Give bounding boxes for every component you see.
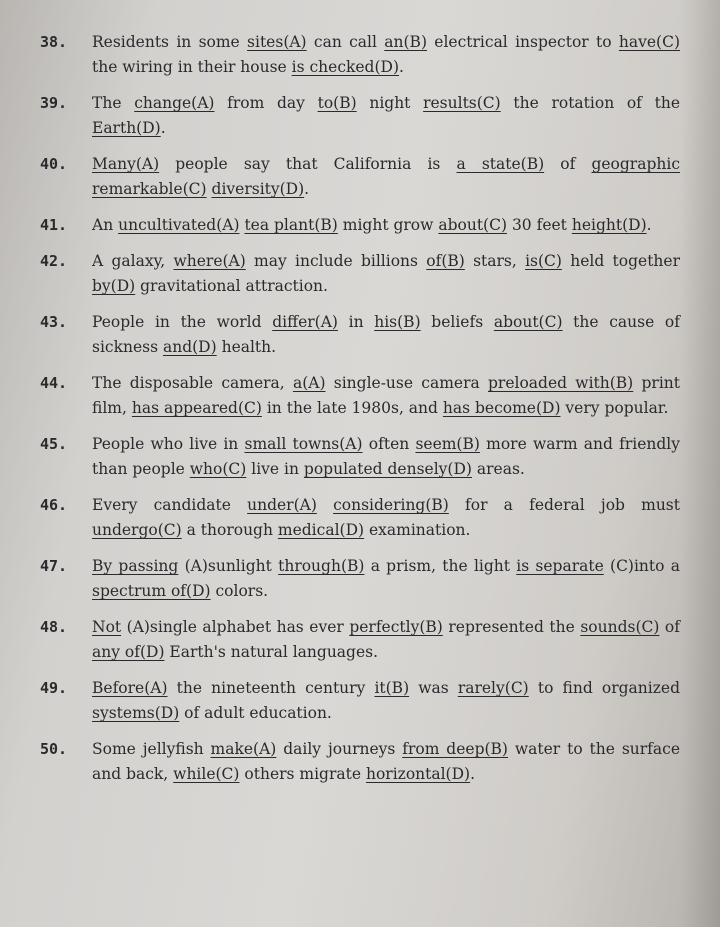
sentence-text: People who live in bbox=[92, 435, 245, 453]
sentence-text: the wiring in their house bbox=[92, 58, 292, 76]
sentence-text: daily journeys bbox=[276, 740, 403, 758]
underlined-option: have(C) bbox=[618, 33, 680, 51]
underlined-option: horizontal(D) bbox=[365, 765, 471, 783]
question-item bbox=[40, 676, 680, 726]
question-number: 47. bbox=[40, 557, 68, 575]
underlined-option: where(A) bbox=[173, 252, 246, 270]
sentence-text: people say that California is bbox=[159, 155, 457, 173]
sentence-text: The disposable camera, bbox=[92, 374, 293, 392]
question-item bbox=[40, 493, 680, 543]
question-number: 50. bbox=[40, 740, 68, 758]
underlined-option: Many(A) bbox=[92, 155, 160, 173]
sentence-text: Residents in some bbox=[92, 33, 248, 51]
question-text bbox=[92, 737, 680, 787]
question-number: 49. bbox=[40, 679, 68, 697]
sentence-text: the cause of sickness bbox=[92, 313, 681, 356]
underlined-option: his(B) bbox=[374, 313, 421, 331]
underlined-option: by(D) bbox=[92, 277, 136, 295]
sentence-text: print film, bbox=[92, 374, 680, 417]
underlined-option: change(A) bbox=[134, 94, 215, 112]
sentence-text: from day bbox=[214, 94, 318, 112]
underlined-option: from deep(B) bbox=[402, 740, 508, 758]
underlined-option: about(C) bbox=[493, 313, 563, 331]
sentence-text: of bbox=[544, 155, 592, 173]
sentence-text: might grow bbox=[337, 216, 439, 234]
question-text bbox=[92, 371, 680, 421]
sentence-text: night bbox=[356, 94, 424, 112]
sentence-text: in bbox=[337, 313, 375, 331]
sentence-text: to find organized bbox=[528, 679, 680, 697]
sentence-text: a thorough bbox=[181, 521, 278, 539]
question-text bbox=[92, 310, 680, 360]
underlined-option: a(A) bbox=[292, 374, 326, 392]
underlined-option: make(A) bbox=[210, 740, 277, 758]
underlined-option: while(C) bbox=[173, 765, 240, 783]
sentence-text: was bbox=[409, 679, 458, 697]
question-number: 46. bbox=[40, 496, 68, 514]
underlined-option: differ(A) bbox=[272, 313, 338, 331]
sentence-text: . bbox=[470, 765, 476, 783]
sentence-text: very popular. bbox=[560, 399, 669, 417]
question-number: 42. bbox=[40, 252, 68, 270]
sentence-text: others migrate bbox=[239, 765, 366, 783]
underlined-option: sounds(C) bbox=[580, 618, 660, 636]
underlined-option: height(D) bbox=[571, 216, 647, 234]
question-text bbox=[92, 432, 680, 482]
question-item bbox=[40, 371, 680, 421]
sentence-text: People in the world bbox=[92, 313, 273, 331]
underlined-option: systems(D) bbox=[92, 704, 180, 722]
sentence-text: may include billions bbox=[245, 252, 427, 270]
sentence-text: gravitational attraction. bbox=[135, 277, 328, 295]
question-text bbox=[92, 615, 680, 665]
underlined-option: By passing bbox=[92, 557, 179, 575]
sentence-text: An bbox=[92, 216, 119, 234]
sentence-text: (A)sunlight bbox=[178, 557, 279, 575]
underlined-option: diversity(D) bbox=[211, 180, 305, 198]
underlined-option: populated densely(D) bbox=[303, 460, 472, 478]
question-item bbox=[40, 737, 680, 787]
underlined-option: is checked(D) bbox=[291, 58, 400, 76]
sentence-text: stars, bbox=[464, 252, 526, 270]
sentence-text: the rotation of the bbox=[500, 94, 680, 112]
question-number: 44. bbox=[40, 374, 68, 392]
underlined-option: any of(D) bbox=[92, 643, 165, 661]
sentence-text: (C)into a bbox=[603, 557, 680, 575]
question-item bbox=[40, 432, 680, 482]
question-text bbox=[92, 554, 680, 604]
sentence-text: more warm and friendly than people bbox=[92, 435, 681, 478]
sentence-text: 30 feet bbox=[507, 216, 572, 234]
question-item bbox=[40, 213, 680, 238]
underlined-option: tea plant(B) bbox=[244, 216, 338, 234]
sentence-text: live in bbox=[246, 460, 304, 478]
question-number: 40. bbox=[40, 155, 68, 173]
sentence-text: Some jellyfish bbox=[92, 740, 211, 758]
sentence-text: of bbox=[659, 618, 680, 636]
sentence-text: often bbox=[362, 435, 416, 453]
underlined-option: through(B) bbox=[278, 557, 365, 575]
underlined-option: Not bbox=[92, 618, 122, 636]
underlined-option: sites(A) bbox=[247, 33, 307, 51]
underlined-option: has appeared(C) bbox=[131, 399, 262, 417]
question-item bbox=[40, 249, 680, 299]
question-number: 38. bbox=[40, 33, 68, 51]
underlined-option: geographic remarkable(C) bbox=[92, 155, 680, 198]
question-number: 39. bbox=[40, 94, 68, 112]
underlined-option: Earth(D) bbox=[92, 119, 161, 137]
underlined-option: is separate bbox=[516, 557, 604, 575]
sentence-text: A galaxy, bbox=[92, 252, 174, 270]
underlined-option: is(C) bbox=[525, 252, 562, 270]
question-item bbox=[40, 554, 680, 604]
question-number: 43. bbox=[40, 313, 68, 331]
question-text bbox=[92, 30, 680, 80]
sentence-text: Every candidate bbox=[92, 496, 248, 514]
sentence-text: a prism, the light bbox=[364, 557, 517, 575]
sentence-text: The bbox=[92, 94, 135, 112]
question-number: 48. bbox=[40, 618, 68, 636]
underlined-option: undergo(C) bbox=[92, 521, 182, 539]
question-number: 41. bbox=[40, 216, 68, 234]
underlined-option: an(B) bbox=[384, 33, 427, 51]
question-text bbox=[92, 152, 680, 202]
question-list bbox=[40, 30, 680, 787]
question-text bbox=[92, 493, 680, 543]
sentence-text: electrical inspector to bbox=[427, 33, 619, 51]
underlined-option: uncultivated(A) bbox=[118, 216, 240, 234]
underlined-option: under(A) bbox=[247, 496, 317, 514]
question-item bbox=[40, 152, 680, 202]
underlined-option: perfectly(B) bbox=[349, 618, 443, 636]
underlined-option: it(B) bbox=[374, 679, 410, 697]
sentence-text: water to the surface and back, bbox=[92, 740, 680, 783]
question-number: 45. bbox=[40, 435, 68, 453]
sentence-text: examination. bbox=[364, 521, 471, 539]
underlined-option: to(B) bbox=[317, 94, 357, 112]
sentence-text: health. bbox=[216, 338, 277, 356]
question-text bbox=[92, 249, 680, 299]
sentence-text: represented the bbox=[442, 618, 581, 636]
underlined-option: who(C) bbox=[189, 460, 247, 478]
underlined-option: and(D) bbox=[162, 338, 217, 356]
sentence-text: Earth's natural languages. bbox=[164, 643, 379, 661]
sentence-text: areas. bbox=[471, 460, 525, 478]
underlined-option: spectrum of(D) bbox=[92, 582, 211, 600]
sentence-text: held together bbox=[561, 252, 680, 270]
underlined-option: results(C) bbox=[423, 94, 501, 112]
underlined-option: considering(B) bbox=[333, 496, 449, 514]
question-item bbox=[40, 30, 680, 80]
question-text bbox=[92, 676, 680, 726]
sentence-text: . bbox=[399, 58, 404, 76]
sentence-text: can call bbox=[306, 33, 385, 51]
sentence-text: for a federal job must bbox=[448, 496, 680, 514]
sentence-text: beliefs bbox=[420, 313, 494, 331]
sentence-text: . bbox=[160, 119, 166, 137]
question-item bbox=[40, 310, 680, 360]
sentence-text: . bbox=[646, 216, 652, 234]
underlined-option: of(B) bbox=[426, 252, 465, 270]
sentence-text: the nineteenth century bbox=[167, 679, 375, 697]
underlined-option: preloaded with(B) bbox=[488, 374, 634, 392]
sentence-text: in the late 1980s, and bbox=[261, 399, 443, 417]
question-text bbox=[92, 213, 680, 238]
underlined-option: small towns(A) bbox=[244, 435, 363, 453]
underlined-option: seem(B) bbox=[415, 435, 480, 453]
sentence-text: colors. bbox=[210, 582, 269, 600]
underlined-option: has become(D) bbox=[442, 399, 561, 417]
question-text bbox=[92, 91, 680, 141]
underlined-option: a state(B) bbox=[456, 155, 545, 173]
page-edge-shadow bbox=[680, 0, 720, 927]
underlined-option: Before(A) bbox=[92, 679, 168, 697]
sentence-text: (A)single alphabet has ever bbox=[121, 618, 350, 636]
underlined-option: medical(D) bbox=[277, 521, 365, 539]
sentence-text: single-use camera bbox=[325, 374, 488, 392]
underlined-option: about(C) bbox=[438, 216, 508, 234]
question-item bbox=[40, 91, 680, 141]
sentence-text bbox=[317, 496, 333, 514]
sentence-text: of adult education. bbox=[179, 704, 332, 722]
sentence-text: . bbox=[304, 180, 310, 198]
question-item bbox=[40, 615, 680, 665]
underlined-option: rarely(C) bbox=[457, 679, 529, 697]
